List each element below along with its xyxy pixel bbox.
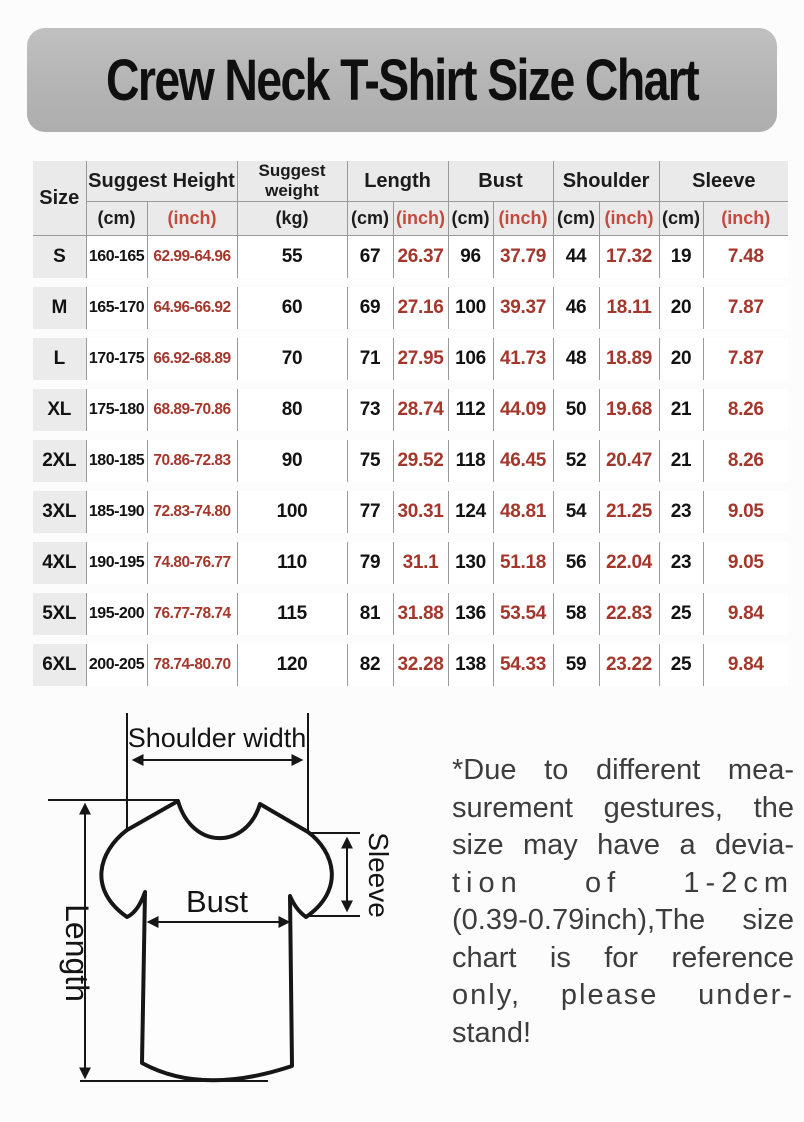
cell-size: 4XL (33, 542, 86, 584)
cell-sleeve-cm: 20 (659, 287, 703, 329)
table-row (33, 236, 788, 279)
cell-length-cm: 79 (347, 542, 393, 584)
cell-length-cm: 69 (347, 287, 393, 329)
cell-shoulder-cm: 48 (553, 338, 599, 380)
cell-bust-cm: 136 (448, 593, 493, 635)
table-row (33, 593, 788, 635)
cell-length-inch: 28.74 (393, 389, 448, 431)
cell-weight-kg: 120 (237, 644, 347, 686)
cell-sleeve-inch: 9.84 (703, 644, 788, 686)
cell-bust-cm: 118 (448, 440, 493, 482)
disclaimer-line: tion of 1-2cm (452, 866, 794, 899)
row-spacer-cell (33, 278, 788, 287)
unit-header-weight-kg: (kg) (237, 202, 347, 236)
cell-size: L (33, 338, 86, 380)
cell-bust-inch: 54.33 (493, 644, 553, 686)
cell-bust-cm: 138 (448, 644, 493, 686)
col-header-suggest-height: Suggest Height (86, 161, 237, 202)
cell-shoulder-inch: 18.89 (599, 338, 659, 380)
cell-sleeve-cm: 21 (659, 440, 703, 482)
cell-bust-cm: 96 (448, 236, 493, 279)
disclaimer-line: (0.39-0.79inch),The size (452, 904, 794, 936)
cell-length-inch: 31.88 (393, 593, 448, 635)
cell-shoulder-cm: 44 (553, 236, 599, 279)
cell-length-cm: 71 (347, 338, 393, 380)
cell-height-inch: 72.83-74.80 (147, 491, 237, 533)
disclaimer-line: *Due to different mea- (452, 754, 794, 786)
cell-length-inch: 32.28 (393, 644, 448, 686)
disclaimer-line: size may have a devia- (452, 829, 794, 861)
table-unit-header-row (33, 202, 788, 236)
cell-bust-inch: 39.37 (493, 287, 553, 329)
cell-weight-kg: 110 (237, 542, 347, 584)
cell-length-cm: 75 (347, 440, 393, 482)
cell-bust-inch: 37.79 (493, 236, 553, 279)
sleeve-label: Sleeve (363, 832, 394, 918)
unit-header-length-inch: (inch) (393, 202, 448, 236)
unit-header-shoulder-cm: (cm) (553, 202, 599, 236)
cell-length-inch: 26.37 (393, 236, 448, 279)
unit-header-sleeve-inch: (inch) (703, 202, 788, 236)
unit-header-shoulder-inch: (inch) (599, 202, 659, 236)
tshirt-outline (101, 801, 331, 1080)
cell-length-cm: 82 (347, 644, 393, 686)
size-diagram (30, 700, 450, 1122)
cell-length-cm: 67 (347, 236, 393, 279)
col-header-shoulder: Shoulder (553, 161, 659, 202)
cell-bust-cm: 130 (448, 542, 493, 584)
table-row (33, 287, 788, 329)
cell-sleeve-inch: 7.87 (703, 287, 788, 329)
cell-length-inch: 27.16 (393, 287, 448, 329)
cell-shoulder-cm: 54 (553, 491, 599, 533)
unit-header-sleeve-cm: (cm) (659, 202, 703, 236)
cell-height-cm: 195-200 (86, 593, 147, 635)
cell-length-cm: 73 (347, 389, 393, 431)
cell-height-inch: 74.80-76.77 (147, 542, 237, 584)
table-row (33, 338, 788, 380)
cell-weight-kg: 115 (237, 593, 347, 635)
cell-size: 2XL (33, 440, 86, 482)
cell-sleeve-cm: 23 (659, 491, 703, 533)
row-spacer-cell (33, 584, 788, 593)
cell-shoulder-cm: 58 (553, 593, 599, 635)
cell-shoulder-inch: 20.47 (599, 440, 659, 482)
cell-bust-inch: 41.73 (493, 338, 553, 380)
cell-bust-inch: 46.45 (493, 440, 553, 482)
col-header-suggest-weight: Suggest weight (237, 161, 347, 202)
cell-sleeve-cm: 25 (659, 644, 703, 686)
row-spacer-cell (33, 533, 788, 542)
table-row (33, 389, 788, 431)
col-header-sleeve: Sleeve (659, 161, 788, 202)
unit-header-bust-inch: (inch) (493, 202, 553, 236)
cell-sleeve-cm: 20 (659, 338, 703, 380)
table-row (33, 644, 788, 686)
cell-weight-kg: 80 (237, 389, 347, 431)
cell-sleeve-inch: 9.05 (703, 491, 788, 533)
cell-length-inch: 31.1 (393, 542, 448, 584)
length-label: Length (59, 904, 95, 1002)
cell-sleeve-cm: 25 (659, 593, 703, 635)
row-spacer-cell (33, 431, 788, 440)
cell-shoulder-inch: 19.68 (599, 389, 659, 431)
disclaimer (452, 752, 794, 1052)
cell-sleeve-inch: 7.48 (703, 236, 788, 279)
cell-sleeve-inch: 9.05 (703, 542, 788, 584)
cell-size: XL (33, 389, 86, 431)
row-spacer (33, 380, 788, 389)
cell-weight-kg: 60 (237, 287, 347, 329)
unit-header-bust-cm: (cm) (448, 202, 493, 236)
row-spacer (33, 584, 788, 593)
cell-height-inch: 76.77-78.74 (147, 593, 237, 635)
cell-length-inch: 30.31 (393, 491, 448, 533)
bust-label: Bust (185, 884, 249, 919)
row-spacer (33, 533, 788, 542)
unit-header-height-inch: (inch) (147, 202, 237, 236)
cell-weight-kg: 90 (237, 440, 347, 482)
row-spacer (33, 431, 788, 440)
cell-sleeve-inch: 8.26 (703, 440, 788, 482)
disclaimer-line: chart is for reference (452, 941, 794, 974)
cell-height-cm: 175-180 (86, 389, 147, 431)
cell-shoulder-inch: 22.04 (599, 542, 659, 584)
disclaimer-line: only, please under- (452, 979, 794, 1011)
unit-header-height-cm: (cm) (86, 202, 147, 236)
cell-sleeve-cm: 23 (659, 542, 703, 584)
cell-bust-inch: 48.81 (493, 491, 553, 533)
cell-size: M (33, 287, 86, 329)
row-spacer-cell (33, 329, 788, 338)
cell-sleeve-cm: 19 (659, 236, 703, 279)
cell-shoulder-cm: 52 (553, 440, 599, 482)
title-banner (27, 28, 777, 132)
cell-height-inch: 70.86-72.83 (147, 440, 237, 482)
cell-sleeve-cm: 21 (659, 389, 703, 431)
cell-bust-cm: 124 (448, 491, 493, 533)
unit-header-length-cm: (cm) (347, 202, 393, 236)
row-spacer (33, 278, 788, 287)
cell-weight-kg: 100 (237, 491, 347, 533)
cell-shoulder-cm: 59 (553, 644, 599, 686)
cell-bust-cm: 112 (448, 389, 493, 431)
cell-length-inch: 27.95 (393, 338, 448, 380)
cell-shoulder-inch: 17.32 (599, 236, 659, 279)
row-spacer-cell (33, 380, 788, 389)
table-row (33, 491, 788, 533)
cell-shoulder-inch: 22.83 (599, 593, 659, 635)
cell-weight-kg: 55 (237, 236, 347, 279)
cell-bust-inch: 44.09 (493, 389, 553, 431)
cell-sleeve-inch: 8.26 (703, 389, 788, 431)
cell-sleeve-inch: 7.87 (703, 338, 788, 380)
cell-size: 5XL (33, 593, 86, 635)
cell-shoulder-inch: 21.25 (599, 491, 659, 533)
row-spacer (33, 329, 788, 338)
cell-size: 3XL (33, 491, 86, 533)
cell-size: S (33, 236, 86, 279)
cell-height-inch: 68.89-70.86 (147, 389, 237, 431)
cell-height-cm: 190-195 (86, 542, 147, 584)
col-header-length: Length (347, 161, 448, 202)
size-table-body (33, 236, 788, 687)
cell-shoulder-cm: 56 (553, 542, 599, 584)
cell-shoulder-cm: 50 (553, 389, 599, 431)
col-header-size: Size (33, 161, 86, 236)
cell-height-cm: 170-175 (86, 338, 147, 380)
cell-bust-inch: 51.18 (493, 542, 553, 584)
cell-height-inch: 62.99-64.96 (147, 236, 237, 279)
cell-height-cm: 185-190 (86, 491, 147, 533)
table-row (33, 542, 788, 584)
cell-bust-inch: 53.54 (493, 593, 553, 635)
row-spacer (33, 635, 788, 644)
col-header-bust: Bust (448, 161, 553, 202)
cell-length-inch: 29.52 (393, 440, 448, 482)
cell-height-cm: 160-165 (86, 236, 147, 279)
row-spacer-cell (33, 635, 788, 644)
table-group-header-row (33, 161, 788, 202)
cell-height-cm: 165-170 (86, 287, 147, 329)
cell-height-cm: 200-205 (86, 644, 147, 686)
size-chart-table (33, 161, 788, 686)
disclaimer-line: surement gestures, the (452, 791, 794, 824)
row-spacer-cell (33, 482, 788, 491)
cell-height-inch: 66.92-68.89 (147, 338, 237, 380)
cell-shoulder-cm: 46 (553, 287, 599, 329)
cell-height-inch: 64.96-66.92 (147, 287, 237, 329)
page-title: Crew Neck T-Shirt Size Chart (105, 47, 699, 113)
cell-bust-cm: 100 (448, 287, 493, 329)
disclaimer-line: stand! (452, 1016, 531, 1049)
cell-shoulder-inch: 23.22 (599, 644, 659, 686)
cell-length-cm: 81 (347, 593, 393, 635)
cell-size: 6XL (33, 644, 86, 686)
cell-height-cm: 180-185 (86, 440, 147, 482)
shoulder-width-label: Shoulder width (127, 723, 307, 753)
cell-shoulder-inch: 18.11 (599, 287, 659, 329)
cell-length-cm: 77 (347, 491, 393, 533)
table-row (33, 440, 788, 482)
cell-sleeve-inch: 9.84 (703, 593, 788, 635)
cell-weight-kg: 70 (237, 338, 347, 380)
cell-bust-cm: 106 (448, 338, 493, 380)
row-spacer (33, 482, 788, 491)
cell-height-inch: 78.74-80.70 (147, 644, 237, 686)
